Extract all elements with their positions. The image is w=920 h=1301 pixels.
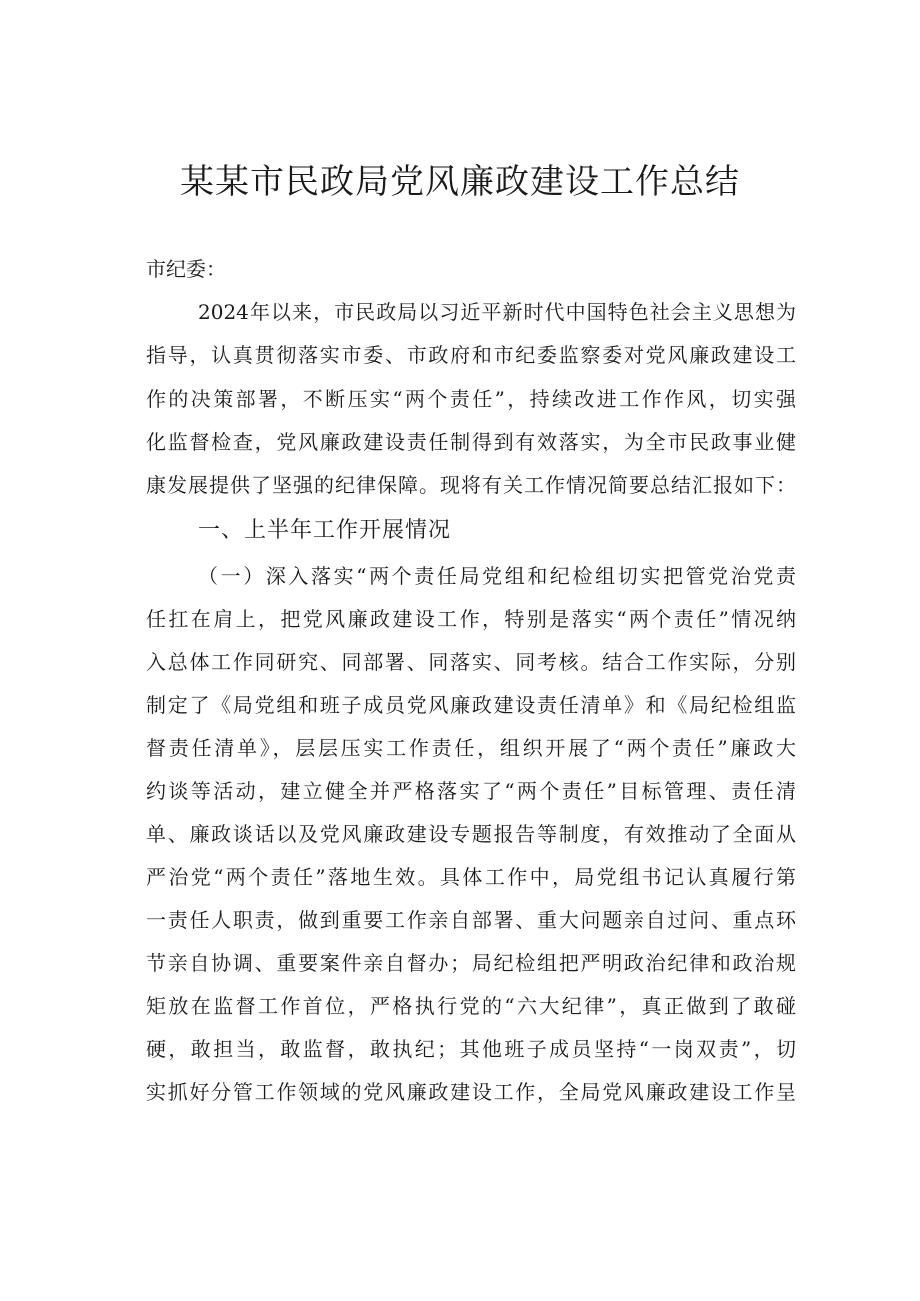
intro-line: 作的决策部署，不断压实“两个责任”，持续改进工作作风，切实强 (146, 387, 796, 411)
body-line: 任扛在肩上，把党风廉政建设工作，特别是落实“两个责任”情况纳 (146, 607, 796, 631)
body-line: 督责任清单》，层层压实工作责任，组织开展了“两个责任”廉政大 (146, 736, 796, 760)
body-line: 单、廉政谈话以及党风廉政建设专题报告等制度，有效推动了全面从 (146, 822, 796, 846)
body-line: （一）深入落实“两个责任局党组和纪检组切实把管党治党责 (198, 564, 796, 588)
intro-line: 化监督检查，党风廉政建设责任制得到有效落实，为全市民政事业健 (146, 430, 796, 454)
body-line: 约谈等活动，建立健全并严格落实了“两个责任”目标管理、责任清 (146, 779, 796, 803)
body-line: 节亲自协调、重要案件亲自督办；局纪检组把严明政治纪律和政治规 (146, 951, 796, 975)
salutation: 市纪委： (146, 257, 226, 281)
section-heading: 一、上半年工作开展情况 (198, 518, 452, 543)
body-line: 矩放在监督工作首位，严格执行党的“六大纪律”，真正做到了敢碰 (146, 994, 796, 1018)
body-line: 制定了《局党组和班子成员党风廉政建设责任清单》和《局纪检组监 (146, 693, 796, 717)
document-title: 某某市民政局党风廉政建设工作总结 (180, 162, 740, 202)
body-line: 一责任人职责，做到重要工作亲自部署、重大问题亲自过问、重点环 (146, 908, 796, 932)
intro-line: 2024年以来，市民政局以习近平新时代中国特色社会主义思想为 (198, 300, 796, 324)
body-line: 严治党“两个责任”落地生效。具体工作中，局党组书记认真履行第 (146, 865, 796, 889)
body-line: 入总体工作同研究、同部署、同落实、同考核。结合工作实际，分别 (146, 650, 796, 674)
intro-line: 康发展提供了坚强的纪律保障。现将有关工作情况简要总结汇报如下： (146, 473, 796, 497)
intro-line: 指导，认真贯彻落实市委、市政府和市纪委监察委对党风廉政建设工 (146, 343, 796, 367)
body-line: 实抓好分管工作领域的党风廉政建设工作，全局党风廉政建设工作呈 (146, 1080, 796, 1104)
body-line: 硬，敢担当，敢监督，敢执纪；其他班子成员坚持“一岗双责”，切 (146, 1037, 796, 1061)
